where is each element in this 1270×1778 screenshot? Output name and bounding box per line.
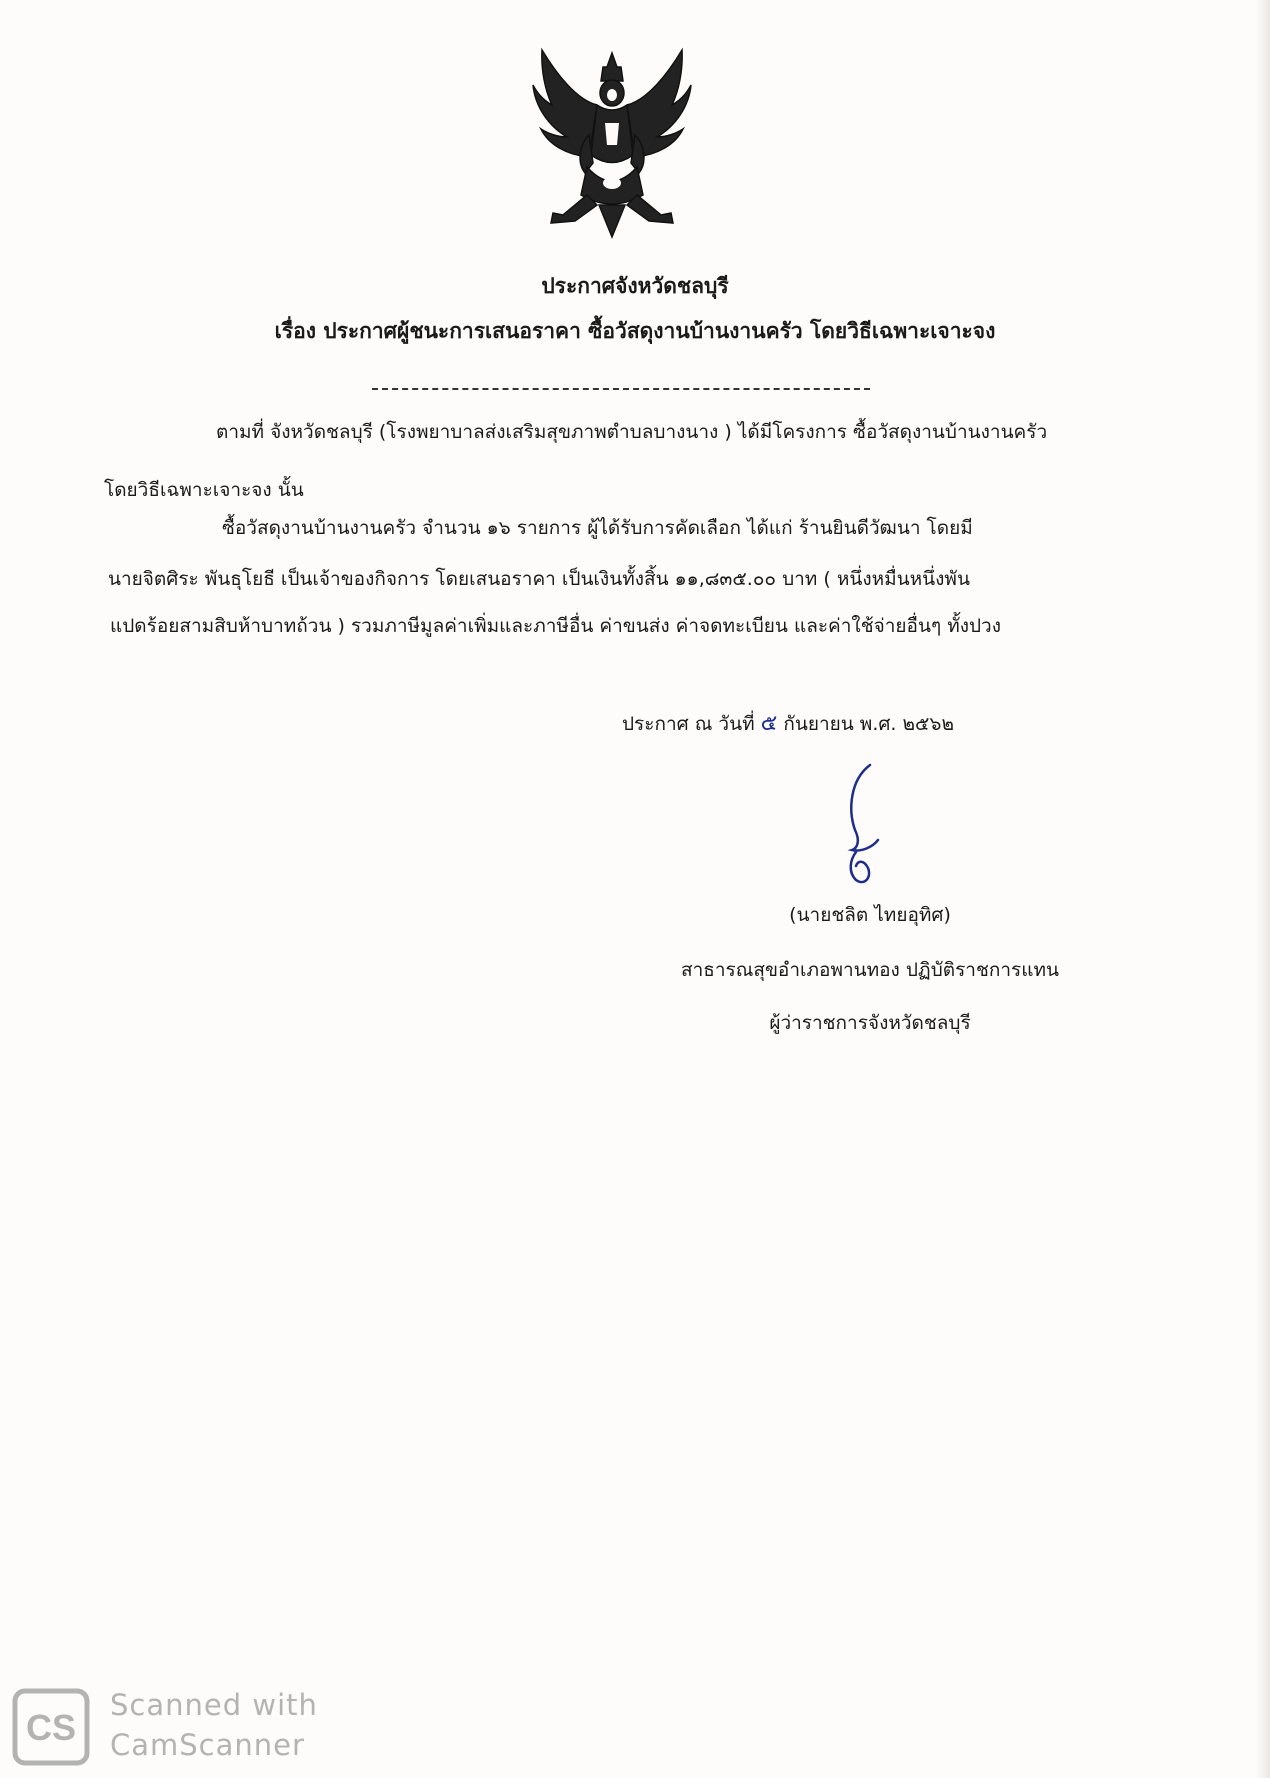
body-line-4: นายจิตศิระ พันธุโยธี เป็นเจ้าของกิจการ โดยเสนอราคา เป็นเงินทั้งสิ้น ๑๑,๘๓๕.๐๐ บาท ( หนึ่งหมื่นหนึ่งพัน bbox=[108, 568, 970, 590]
garuda-emblem-icon bbox=[527, 45, 697, 240]
date-month-year: กันยายน พ.ศ. ๒๕๖๒ bbox=[783, 713, 954, 735]
announcement-title: ประกาศจังหวัดชลบุรี bbox=[541, 274, 729, 298]
body-line-5: แปดร้อยสามสิบห้าบาทถ้วน ) รวมภาษีมูลค่าเพิ่มและภาษีอื่น ค่าขนส่ง ค่าจดทะเบียน และค่าใช้จ่ายอื่นๆ ทั้งปวง bbox=[110, 615, 1001, 637]
date-prefix: ประกาศ ณ วันที่ bbox=[622, 713, 755, 735]
watermark-line-2: CamScanner bbox=[110, 1728, 305, 1762]
body-line-2: โดยวิธีเฉพาะเจาะจง นั้น bbox=[104, 479, 304, 501]
announcement-date bbox=[622, 710, 954, 738]
date-day-handwritten: ๕ bbox=[760, 711, 778, 736]
signatory-name: (นายชลิต ไทยอุทิศ) bbox=[789, 904, 951, 926]
signatory-on-behalf-of: ผู้ว่าราชการจังหวัดชลบุรี bbox=[769, 1012, 971, 1034]
camscanner-logo-icon bbox=[12, 1688, 90, 1766]
body-line-3: ซื้อวัสดุงานบ้านงานครัว จำนวน ๑๖ รายการ ผู้ได้รับการคัดเลือก ได้แก่ ร้านยินดีวัฒนา โดยมี bbox=[222, 517, 973, 539]
signatory-position: สาธารณสุขอำเภอพานทอง ปฏิบัติราชการแทน bbox=[680, 959, 1059, 981]
svg-text:CS: CS bbox=[25, 1707, 77, 1748]
scan-edge-shadow bbox=[1256, 0, 1270, 1778]
dashed-divider bbox=[372, 388, 870, 390]
watermark-line-1: Scanned with bbox=[110, 1688, 318, 1722]
announcement-subject: เรื่อง ประกาศผู้ชนะการเสนอราคา ซื้อวัสดุงานบ้านงานครัว โดยวิธีเฉพาะเจาะจง bbox=[274, 319, 996, 343]
signature-icon bbox=[830, 760, 900, 890]
body-line-1: ตามที่ จังหวัดชลบุรี (โรงพยาบาลส่งเสริมสุขภาพตำบลบางนาง ) ได้มีโครงการ ซื้อวัสดุงานบ้านงานครัว bbox=[216, 421, 1048, 443]
